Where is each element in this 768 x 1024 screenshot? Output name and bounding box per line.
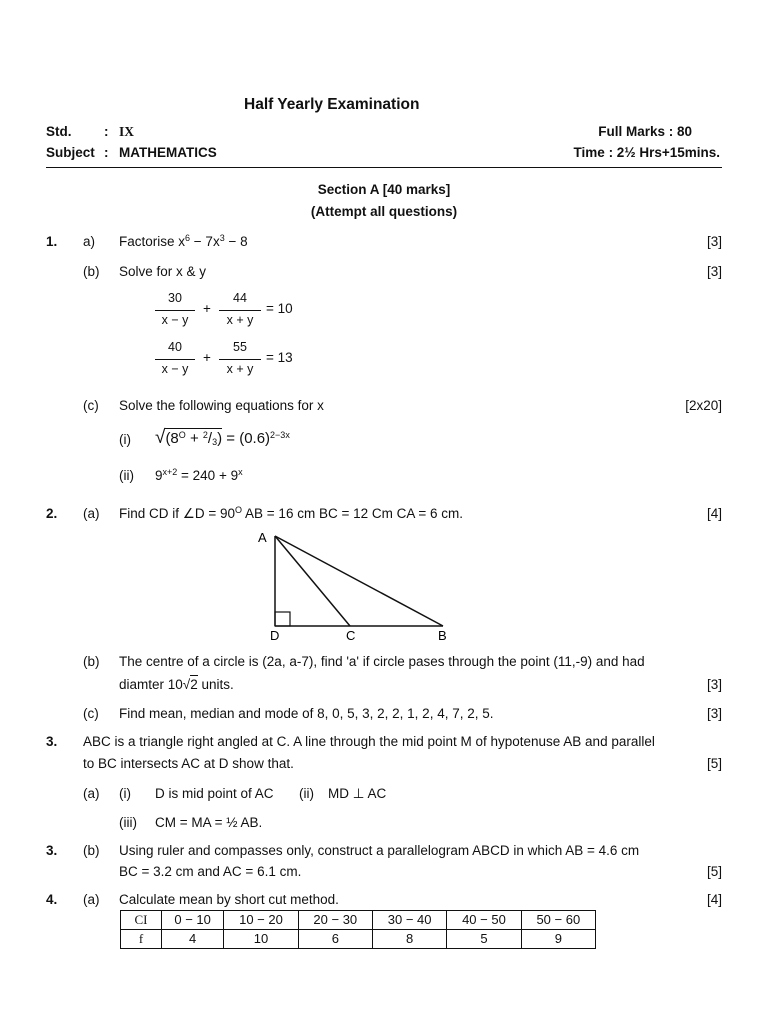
q2b-marks: [3] xyxy=(706,677,722,692)
q3a-i-text: D is mid point of AC xyxy=(155,786,274,801)
side-ab xyxy=(275,536,443,626)
q1a-label: a) xyxy=(83,234,96,249)
std-colon: : xyxy=(104,124,109,139)
table-cell-frequency: 6 xyxy=(298,930,372,949)
subject-colon: : xyxy=(104,145,109,160)
q1c-label: (c) xyxy=(83,398,99,413)
std-value: IX xyxy=(119,124,135,139)
eq1-fraction-1: 30 x − y xyxy=(155,291,195,327)
eq1-rhs: = 10 xyxy=(266,301,293,316)
table-cell-interval: 0 − 10 xyxy=(162,911,224,930)
q1c-ii-equation: $9^{x+2} = 240 + 9^x$ xyxy=(155,467,243,483)
q3a-iii-text: CM = MA = ½ AB. xyxy=(155,815,263,830)
table-cell-frequency: 10 xyxy=(224,930,298,949)
q4a-marks: [4] xyxy=(706,892,722,907)
q2c-question: Find mean, median and mode of 8, 0, 5, 3, 2, 2, 1, 2, 4, 7, 2, 5. xyxy=(119,706,494,721)
q3b-marks: [5] xyxy=(706,864,722,879)
right-angle-marker xyxy=(275,612,290,626)
q4a-label: (a) xyxy=(83,892,100,907)
q3b-question-line2: BC = 3.2 cm and AC = 6.1 cm. xyxy=(119,864,302,879)
table-cell-interval: 40 − 50 xyxy=(447,911,521,930)
table-cell-interval: 20 − 30 xyxy=(298,911,372,930)
vertex-d-label: D xyxy=(270,628,280,643)
subject-value: MATHEMATICS xyxy=(119,145,217,160)
q1c-ii-label: (ii) xyxy=(119,468,134,483)
q1-number: 1. xyxy=(46,234,58,249)
q2b-label: (b) xyxy=(83,654,100,669)
q4-number: 4. xyxy=(46,892,58,907)
q2c-marks: [3] xyxy=(706,706,722,721)
table-row xyxy=(121,911,596,930)
q1c-marks: [2x20] xyxy=(685,398,722,413)
q3b-number: 3. xyxy=(46,843,58,858)
eq2-plus: + xyxy=(203,350,211,365)
q3a-iii-label: (iii) xyxy=(119,815,137,830)
q3b-label: (b) xyxy=(83,843,100,858)
table-header-f: f xyxy=(121,930,162,949)
eq1-fraction-2: 44 x + y xyxy=(219,291,261,327)
q2c-label: (c) xyxy=(83,706,99,721)
vertex-c-label: C xyxy=(346,628,356,643)
q3-number: 3. xyxy=(46,734,58,749)
q2-number: 2. xyxy=(46,506,58,521)
full-marks: Full Marks : 80 xyxy=(598,124,692,139)
table-cell-frequency: 5 xyxy=(447,930,521,949)
section-instruction: (Attempt all questions) xyxy=(310,204,458,219)
q2a-question: Find CD if ∠D = $90^O$ AB = 16 cm BC = 12 Cm CA = 6 cm. xyxy=(119,505,463,521)
q4a-question: Calculate mean by short cut method. xyxy=(119,892,339,907)
table-cell-frequency: 8 xyxy=(372,930,446,949)
vertex-b-label: B xyxy=(438,628,447,643)
q3a-ii-label: (ii) xyxy=(299,786,314,801)
q1b-marks: [3] xyxy=(706,264,722,279)
table-cell-interval: 10 − 20 xyxy=(224,911,298,930)
std-label: Std. xyxy=(46,124,72,139)
table-row xyxy=(121,930,596,949)
table-cell-frequency: 9 xyxy=(521,930,595,949)
q3a-i-label: (i) xyxy=(119,786,131,801)
q2b-question-line2: diamter 10√2 units. xyxy=(119,677,234,692)
q1b-question: Solve for x & y xyxy=(119,264,207,279)
vertex-a-label: A xyxy=(258,530,267,545)
q2b-question-line1: The centre of a circle is (2a, a-7), find 'a' if circle pases through the point (11,-9) and had xyxy=(119,654,645,669)
exam-title: Half Yearly Examination xyxy=(244,96,420,113)
q3a-label: (a) xyxy=(83,786,100,801)
eq2-rhs: = 13 xyxy=(266,350,293,365)
q3-question-line2: to BC intersects AC at D show that. xyxy=(83,756,294,771)
eq1-plus: + xyxy=(203,301,211,316)
table-cell-interval: 50 − 60 xyxy=(521,911,595,930)
q1b-label: (b) xyxy=(83,264,100,279)
table-cell-interval: 30 − 40 xyxy=(372,911,446,930)
q3b-question-line1: Using ruler and compasses only, construct a parallelogram ABCD in which AB = 4.6 cm xyxy=(119,843,640,858)
table-cell-frequency: 4 xyxy=(162,930,224,949)
q3-question-line1: ABC is a triangle right angled at C. A line through the mid point M of hypotenuse AB and parallel xyxy=(83,734,655,749)
section-title: Section A [40 marks] xyxy=(317,182,451,197)
q1a-marks: [3] xyxy=(706,234,722,249)
header-divider xyxy=(46,167,722,168)
q2a-label: (a) xyxy=(83,506,100,521)
q2a-marks: [4] xyxy=(706,506,722,521)
q3a-ii-text: MD ⊥ AC xyxy=(328,786,387,801)
eq2-fraction-1: 40 x − y xyxy=(155,340,195,376)
q1c-i-label: (i) xyxy=(119,432,131,447)
subject-label: Subject xyxy=(46,145,95,160)
table-header-ci: CI xyxy=(121,911,162,930)
frequency-table xyxy=(120,910,596,949)
eq2-fraction-2: 55 x + y xyxy=(219,340,261,376)
exam-time: Time : 2½ Hrs+15mins. xyxy=(573,145,720,160)
q3-marks: [5] xyxy=(706,756,722,771)
triangle-figure xyxy=(250,528,460,644)
q1a-question: Factorise $x^6 - 7x^3 - 8$ xyxy=(119,233,248,249)
q1c-question: Solve the following equations for x xyxy=(119,398,324,413)
q1c-i-equation: $√(8^O + ^2/_3) = (0.6)^{2-3x}$ xyxy=(155,427,290,448)
